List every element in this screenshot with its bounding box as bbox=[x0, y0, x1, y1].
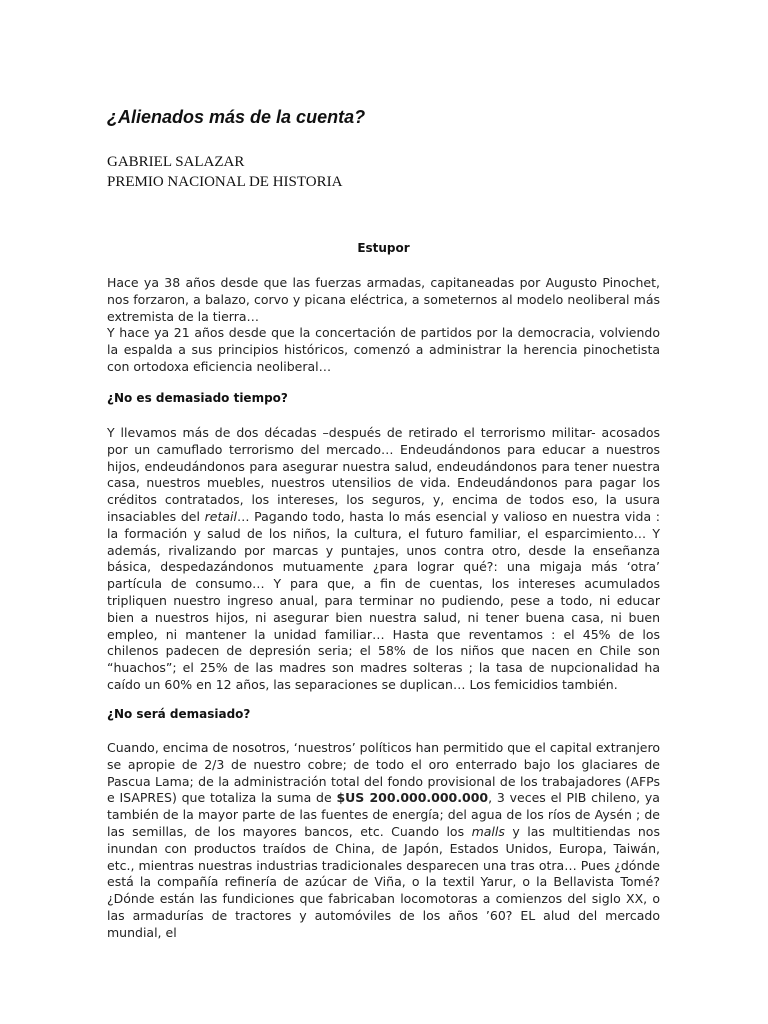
paragraph-text: … Pagando todo, hasta lo más esencial y valioso en nuestra vida : la formación y salud de los niños, la cultura, el futuro familiar, el esparcimiento… Y además, rivalizando por marcas y puntajes, unos contra otro, desde la enseñanza básica, despedazándonos mutuamente ¿para lograr qué?: una migaja más ‘otra’ partícula de consumo… Y para que, a fin de cuentas, los intereses acumulados tripliquen nuestro ingreso anual, para terminar no pudiendo, pese a todo, ni educar bien a nuestros hijos, ni asegurar bien nuestra salud, ni tener buena casa, ni buen empleo, ni mantener la unidad familiar… Hasta que reventamos : el 45% de los chilenos padecen de depresión seria; el 58% de los niños que nacen en Chile son “huachos”; el 25% de las madres son madres solteras ; la tasa de nupcionalidad ha caído un 60% en 12 años, las separaciones se duplican… Los femicidios también. bbox=[107, 508, 660, 692]
document-title: ¿Alienados más de la cuenta? bbox=[107, 107, 366, 127]
section-heading-demasiado-tiempo: ¿No es demasiado tiempo? bbox=[107, 391, 288, 405]
paragraph bbox=[107, 275, 660, 376]
emphasis-retail: retail bbox=[204, 508, 237, 524]
paragraph-text: Hace ya 38 años desde que las fuerzas armadas, capitaneadas por Augusto Pinochet, nos forzaron, a balazo, corvo y picana eléctrica, a someternos al modelo neoliberal más extremista de la tierra… bbox=[107, 275, 660, 324]
author-title: PREMIO NACIONAL DE HISTORIA bbox=[107, 174, 343, 190]
section-heading-sera-demasiado: ¿No será demasiado? bbox=[107, 707, 251, 721]
paragraph-text: , 3 veces el PIB chileno, ya también de la mayor parte de las fuentes de energía; del agua de los ríos de Aysén ; de las semillas, de los mayores bancos, etc. Cuando los bbox=[107, 790, 660, 839]
paragraph-text: Y llevamos más de dos décadas –después de retirado el terrorismo militar- acosados por un camuflado terrorismo del mercado… Endeudándonos para educar a nuestros hijos, endeudándonos para asegurar nuestra salud, endeudándonos para tener nuestra casa, nuestros muebles, nuestros utensilios de vida. Endeudándonos para pagar los créditos contratados, los intereses, los seguros, y, encima de todos eso, la usura insaciables del bbox=[107, 425, 660, 524]
paragraph-text: y las multitiendas nos inundan con productos traídos de China, de Japón, Estados Unidos, Europa, Taiwán, etc., mientras nuestras industrias tradicionales desparecen una tras otra… Pues ¿dónde está la compañía refinería de azúcar de Viña, o la textil Yarur, o la Bellavista Tomé? ¿Dónde están las fundiciones que fabricaban locomotoras a comienzos del siglo XX, o las armadurías de tractores y automóviles de los años ’60? EL alud del mercado mundial, el bbox=[107, 823, 660, 940]
paragraph-text: Y hace ya 21 años desde que la concertación de partidos por la democracia, volviendo la espalda a sus principios históricos, comenzó a administrar la herencia pinochetista con ortodoxa eficiencia neoliberal… bbox=[107, 325, 660, 374]
paragraph bbox=[107, 425, 660, 694]
paragraph bbox=[107, 740, 660, 942]
section-heading-estupor: Estupor bbox=[357, 241, 410, 255]
emphasis-malls: malls bbox=[471, 823, 505, 839]
author-name: GABRIEL SALAZAR bbox=[107, 154, 245, 170]
paragraph-text: Cuando, encima de nosotros, ‘nuestros’ políticos han permitido que el capital extranjero se apropie de 2/3 de nuestro cobre; de todo el oro enterrado bajo los glaciares de Pascua Lama; de la administración total del fondo provisional de los trabajadores (AFPs e ISAPRES) que totaliza la suma de bbox=[107, 740, 660, 806]
emphasis-amount: $US 200.000.000.000 bbox=[336, 790, 489, 806]
